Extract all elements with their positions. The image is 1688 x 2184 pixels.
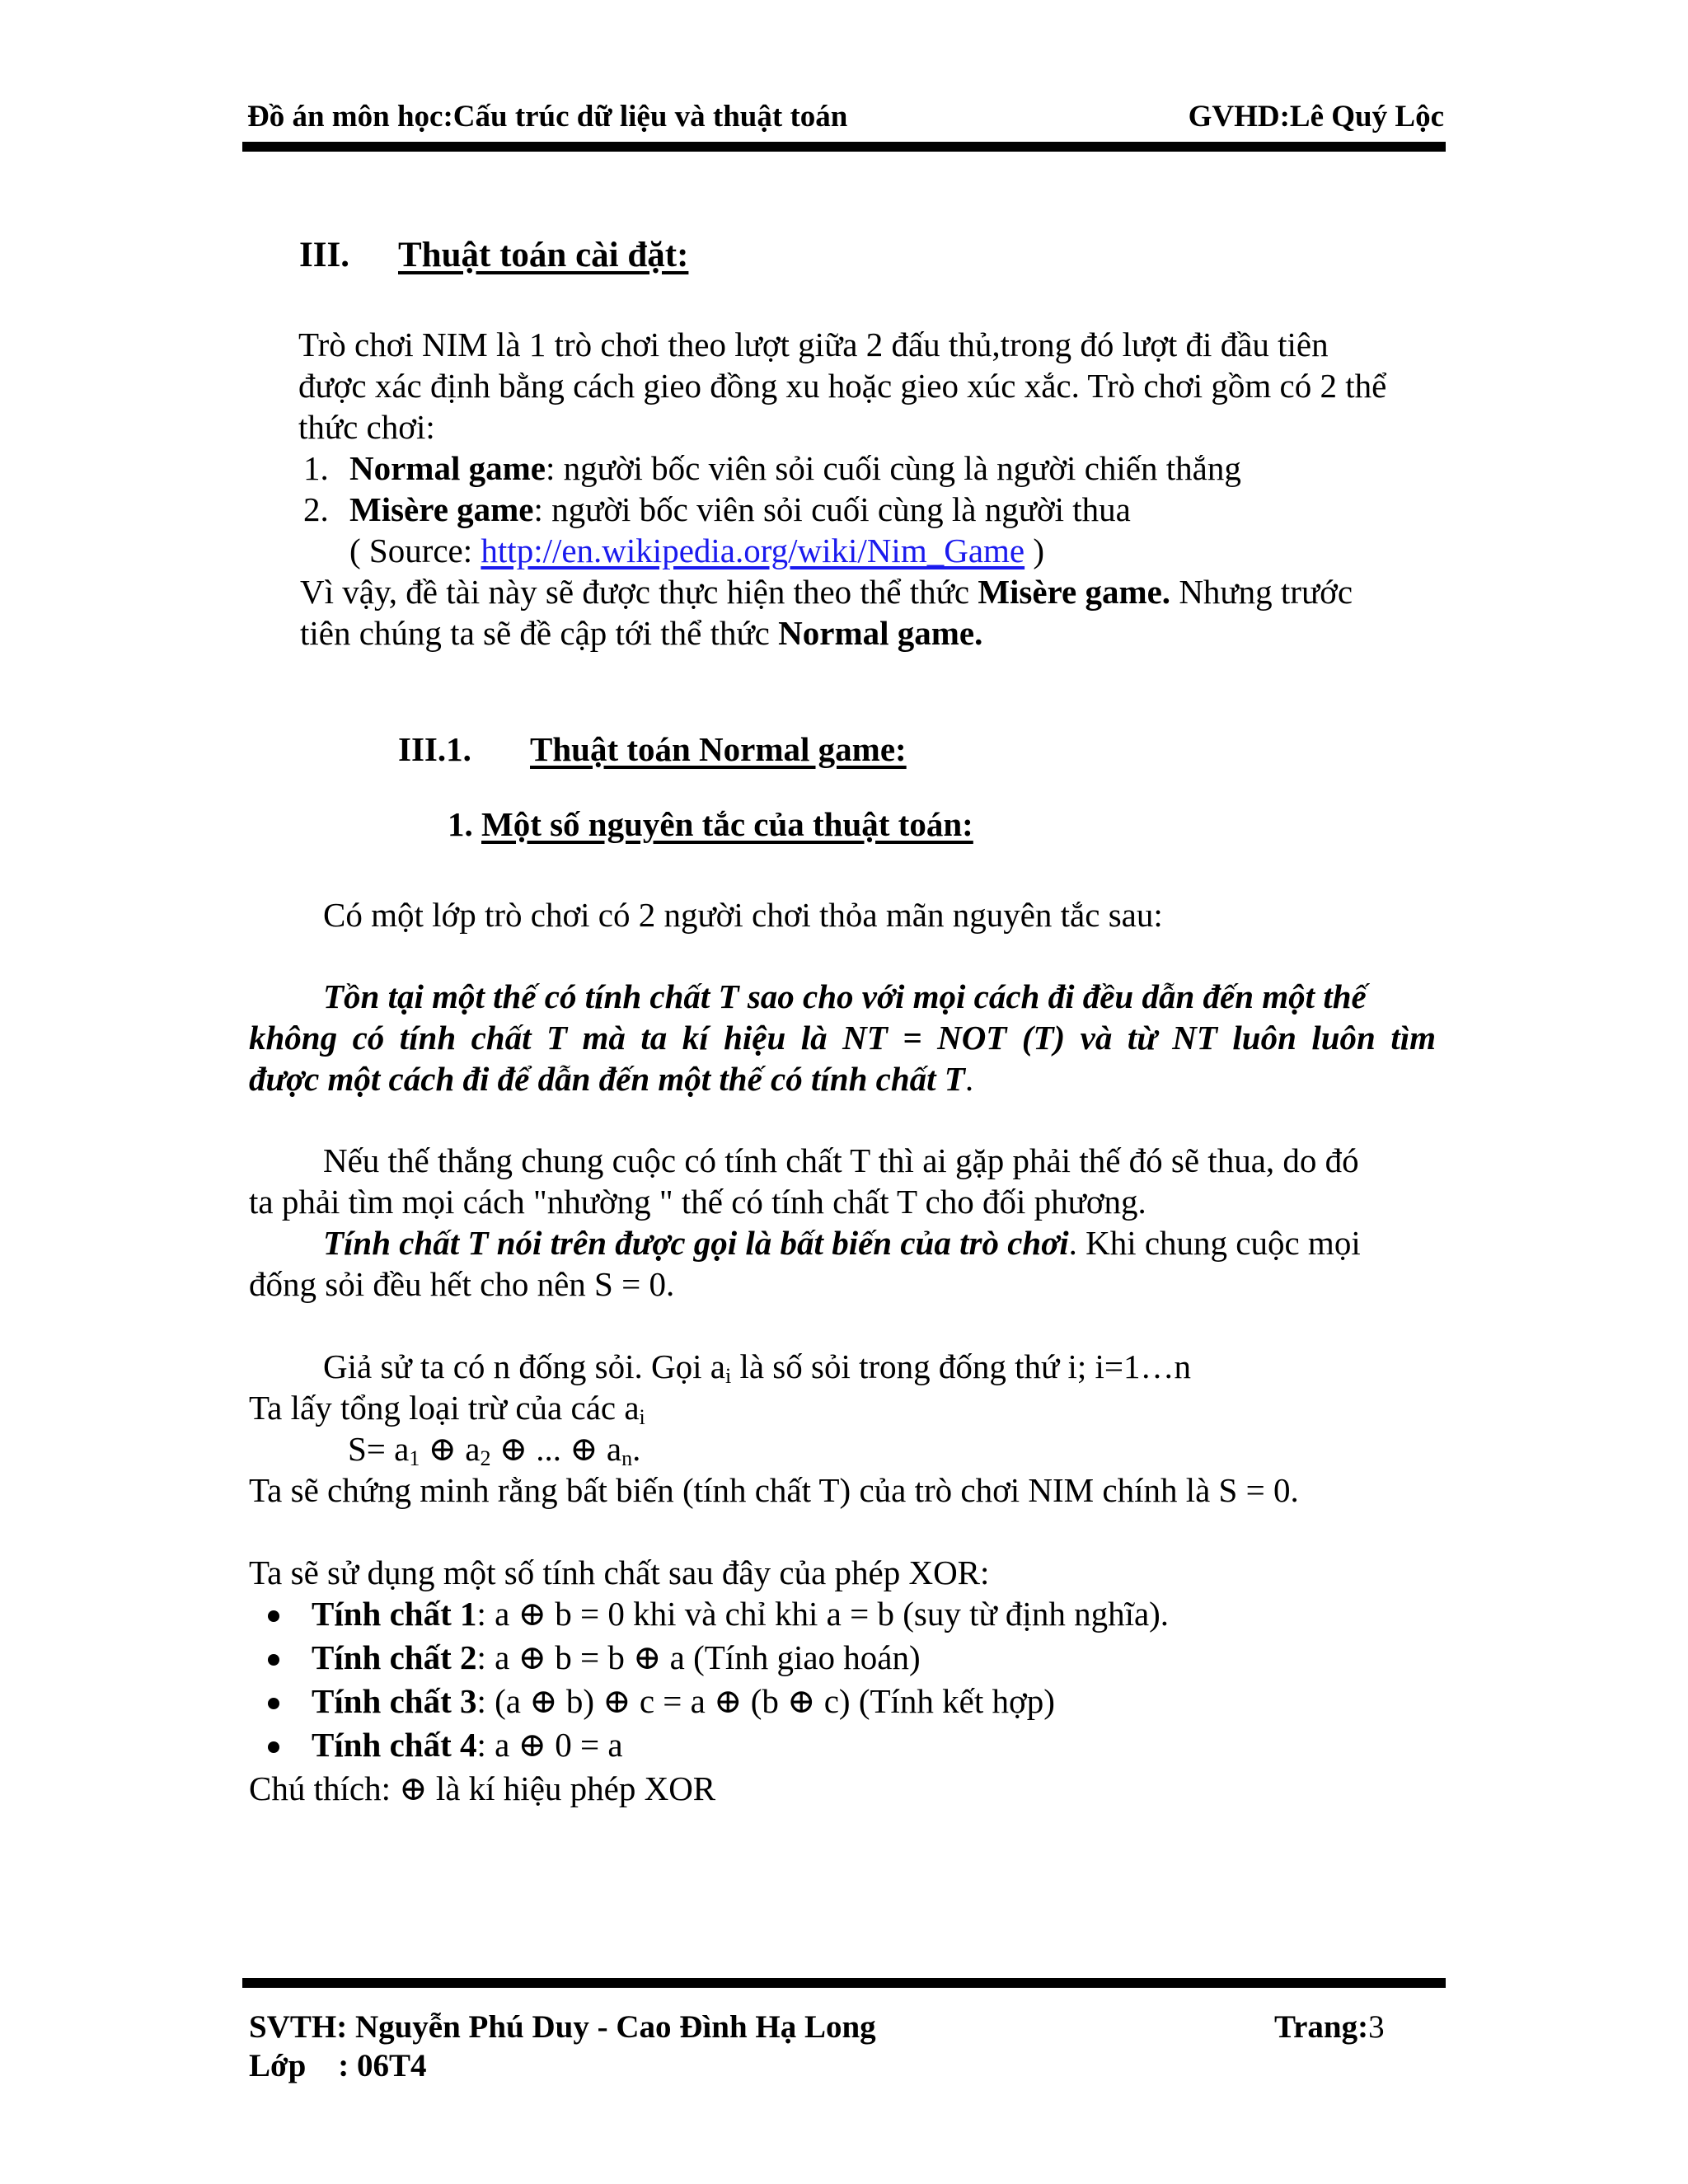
principle-line-2: không có tính chất T mà ta kí hiệu là NT = NOT (T) và từ NT luôn luôn tìm: [249, 1019, 1436, 1057]
property-item: [312, 1637, 921, 1678]
subscript: i: [639, 1405, 645, 1429]
mode-number: 1.: [303, 449, 329, 487]
lose-line-1: Nếu thế thắng chung cuộc có tính chất T thì ai gặp phải thế đó sẽ thua, do đó: [323, 1141, 1359, 1179]
header-rule: [242, 142, 1446, 152]
bullet-icon: [268, 1654, 279, 1666]
principles-heading-title: Một số nguyên tắc của thuật toán:: [481, 805, 973, 843]
conclusion-text: Vì vậy, đề tài này sẽ được thực hiện theo thể thức: [300, 573, 978, 611]
mode-number: 2.: [303, 490, 329, 528]
intro-line-3: thức chơi:: [298, 408, 435, 446]
property-text: : a ⊕ b = 0 khi và chỉ khi a = b (suy từ định nghĩa).: [476, 1595, 1170, 1633]
intro-line-2: được xác định bằng cách gieo đồng xu hoặc gieo xúc xắc. Trò chơi gồm có 2 thể: [298, 367, 1387, 405]
formula-part: ⊕ a: [420, 1430, 481, 1468]
footer-students: SVTH: Nguyễn Phú Duy - Cao Đình Hạ Long: [249, 2009, 876, 2045]
property-text: : a ⊕ 0 = a: [476, 1726, 623, 1764]
page-label: Trang:: [1274, 2009, 1369, 2045]
subscript: i: [724, 1364, 732, 1388]
bullet-icon: [268, 1698, 279, 1709]
conclusion-text: Nhưng trước: [1170, 573, 1353, 611]
property-text: : a ⊕ b = b ⊕ a (Tính giao hoán): [476, 1638, 921, 1676]
property-name: Tính chất 3: [312, 1682, 477, 1720]
conclusion-bold: Misère game.: [978, 573, 1171, 611]
property-name: Tính chất 2: [312, 1638, 477, 1676]
invariant-bold: Tính chất T nói trên được gọi là bất biến của trò chơi: [323, 1224, 1069, 1262]
assume-text: Ta lấy tổng loại trừ của các a: [249, 1389, 640, 1427]
property-name: Tính chất 1: [312, 1595, 477, 1633]
conclusion-line-2: [300, 612, 982, 654]
principle-text: được một cách đi để dẫn đến một thế có tính chất T: [249, 1060, 965, 1098]
principle-line-1: Tồn tại một thế có tính chất T sao cho với mọi cách đi đều dẫn đến một thế: [323, 977, 1367, 1015]
source-link[interactable]: http://en.wikipedia.org/wiki/Nim_Game: [481, 532, 1025, 569]
xor-intro: Ta sẽ sử dụng một số tính chất sau đây của phép XOR:: [249, 1554, 990, 1591]
prove-statement: Ta sẽ chứng minh rằng bất biến (tính chất T) của trò chơi NIM chính là S = 0.: [249, 1471, 1299, 1509]
section-number: III.: [299, 236, 349, 274]
invariant-line-1: [323, 1222, 1361, 1263]
principle-line-3: [249, 1058, 973, 1099]
intro-line-1: Trò chơi NIM là 1 trò chơi theo lượt giữa 2 đấu thủ,trong đó lượt đi đầu tiên: [298, 326, 1329, 363]
source-suffix: ): [1025, 532, 1045, 569]
xor-formula: [348, 1428, 640, 1469]
source-line: [349, 530, 1044, 571]
mode-name: Normal game: [349, 449, 546, 487]
subscript: 2: [480, 1446, 491, 1470]
bullet-icon: [268, 1610, 279, 1622]
section-title: Thuật toán cài đặt:: [398, 236, 689, 274]
subscript: n: [621, 1446, 633, 1470]
conclusion-bold: Normal game.: [778, 614, 983, 652]
mode-desc: : người bốc viên sỏi cuối cùng là người thua: [533, 490, 1131, 528]
lose-line-2: ta phải tìm mọi cách "nhường " thế có tính chất T cho đối phương.: [249, 1183, 1146, 1221]
mode-item: [303, 489, 1131, 530]
mode-desc: : người bốc viên sỏi cuối cùng là người chiến thắng: [545, 449, 1241, 487]
invariant-line-2: đống sỏi đều hết cho nên S = 0.: [249, 1265, 675, 1303]
xor-note: Chú thích: ⊕ là kí hiệu phép XOR: [249, 1769, 716, 1807]
invariant-text: . Khi chung cuộc mọi: [1068, 1224, 1361, 1262]
page-number: 3: [1368, 2009, 1385, 2045]
assume-text: là số sỏi trong đống thứ i; i=1…n: [731, 1347, 1192, 1385]
formula-part: S= a: [348, 1430, 410, 1468]
footer-class: Lớp : 06T4: [249, 2048, 427, 2083]
formula-part: ⊕ ... ⊕ a: [490, 1430, 622, 1468]
principles-heading: [448, 804, 973, 845]
conclusion-text: tiên chúng ta sẽ đề cập tới thể thức: [300, 614, 779, 652]
assume-line-1: [323, 1346, 1191, 1387]
header-course-title: Đồ án môn học:Cấu trúc dữ liệu và thuật toán: [247, 100, 848, 134]
source-prefix: ( Source:: [349, 532, 481, 569]
mode-name: Misère game: [349, 490, 534, 528]
property-item: [312, 1724, 623, 1765]
subsection-number: III.1.: [398, 730, 471, 768]
property-text: : (a ⊕ b) ⊕ c = a ⊕ (b ⊕ c) (Tính kết hợp): [476, 1682, 1055, 1720]
property-item: [312, 1593, 1169, 1634]
property-item: [312, 1680, 1055, 1722]
footer-rule: [242, 1978, 1446, 1988]
mode-item: [303, 448, 1241, 489]
property-name: Tính chất 4: [312, 1726, 477, 1764]
assume-text: Giả sử ta có n đống sỏi. Gọi a: [323, 1347, 725, 1385]
conclusion-line-1: [300, 571, 1353, 612]
formula-part: .: [632, 1430, 641, 1468]
principle-intro: Có một lớp trò chơi có 2 người chơi thỏa mãn nguyên tắc sau:: [323, 896, 1163, 934]
principle-period: .: [964, 1060, 974, 1098]
principles-heading-number: 1.: [448, 805, 481, 843]
bullet-icon: [268, 1741, 279, 1753]
subscript: 1: [409, 1446, 420, 1470]
assume-line-2: [249, 1387, 645, 1428]
header-instructor: GVHD:Lê Quý Lộc: [1188, 100, 1444, 134]
footer-page: [1274, 2008, 1385, 2046]
subsection-title: Thuật toán Normal game:: [530, 730, 907, 768]
